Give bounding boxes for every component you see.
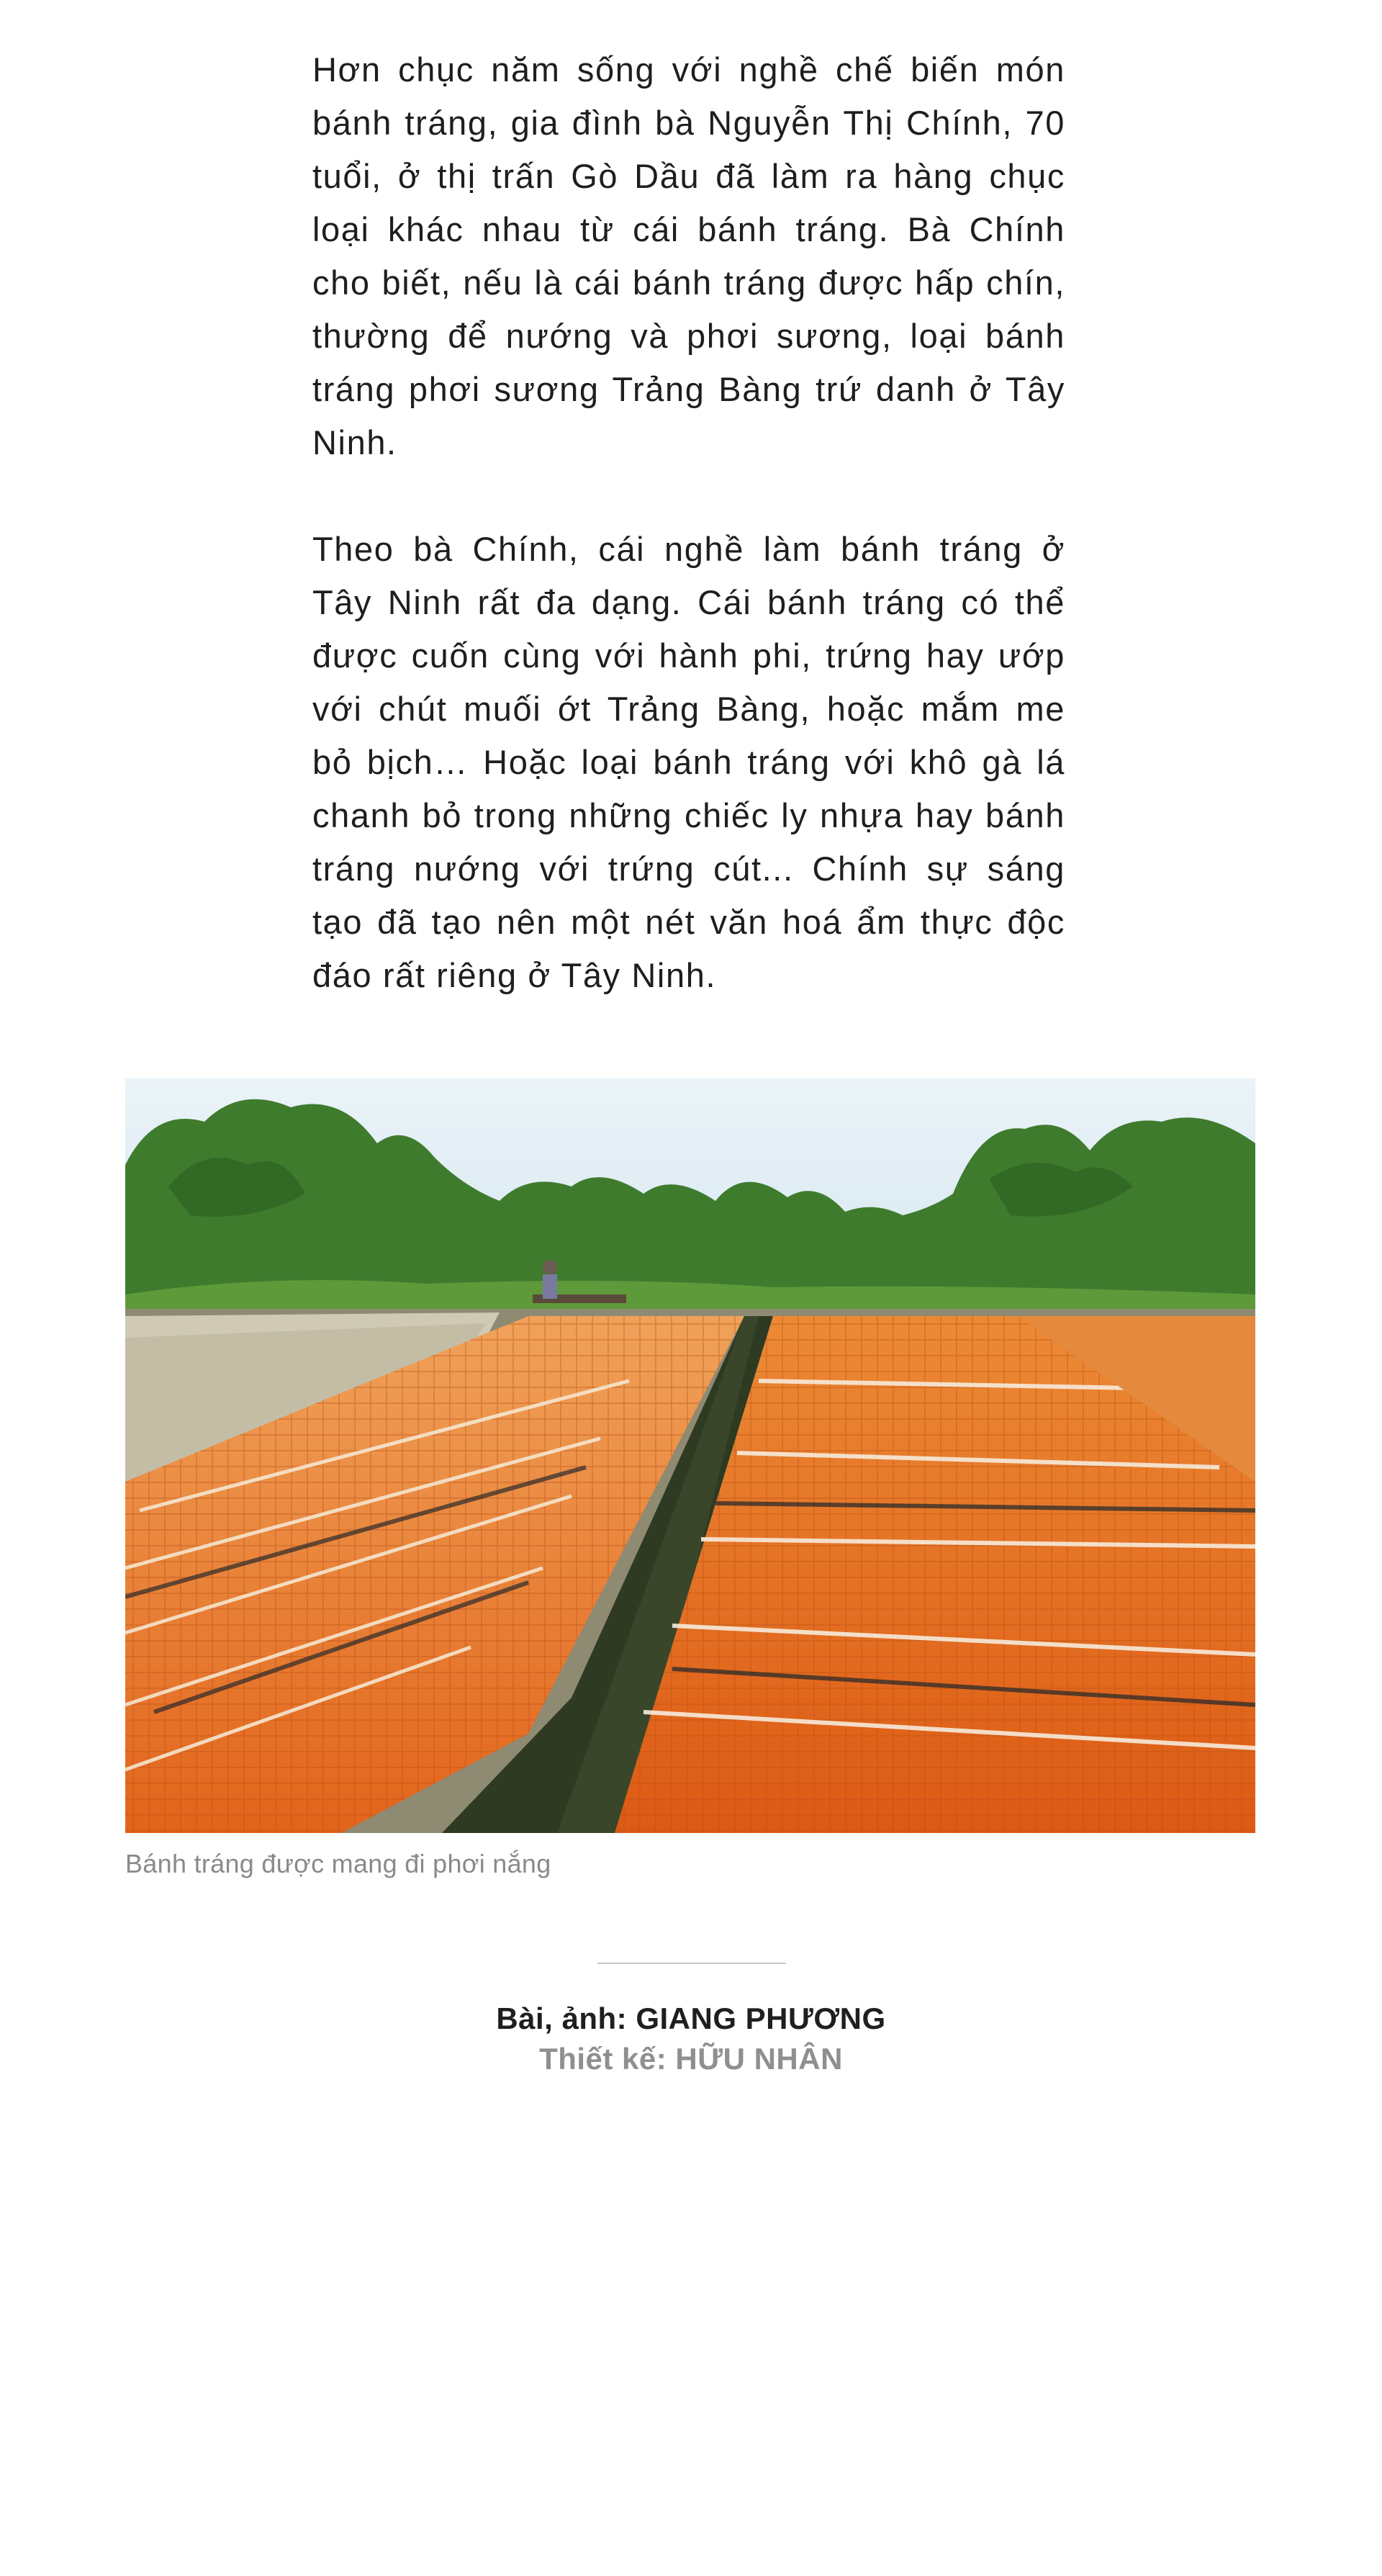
photo-caption: Bánh tráng được mang đi phơi nắng <box>125 1849 551 1878</box>
article-paragraph-1: Hơn chục năm sống với nghề chế biến món bánh tráng, gia đình bà Nguyễn Thị Chính, 70 tuổi, ở thị trấn Gò Dầu đã làm ra hàng chục loại khác nhau từ cái bánh tráng. Bà Chính cho biết, nếu là cái bánh tráng được hấp chín, thường để nướng và phơi sương, loại bánh tráng phơi sương Trảng Bàng trứ danh ở Tây Ninh. <box>312 50 1065 461</box>
divider <box>597 1963 786 1964</box>
article-paragraph-2: Theo bà Chính, cái nghề làm bánh tráng ở Tây Ninh rất đa dạng. Cái bánh tráng có thể được cuốn cùng với hành phi, trứng hay ướp với chút muối ớt Trảng Bàng, hoặc mắm me bỏ bịch… Hoặc loại bánh tráng với khô gà lá chanh bỏ trong những chiếc ly nhựa hay bánh tráng nướng với trứng cút... Chính sự sáng tạo đã tạo nên một nét văn hoá ẩm thực độc đáo rất riêng ở Tây Ninh. <box>312 530 1065 994</box>
rice-paper-drying-illustration <box>125 1078 1255 1833</box>
article-photo <box>125 1078 1255 1833</box>
credit-design: Thiết kế: HỮU NHÂN <box>539 2042 843 2076</box>
article-body <box>312 43 1065 1002</box>
credit-author: Bài, ảnh: GIANG PHƯƠNG <box>496 2001 886 2035</box>
credits <box>0 1999 1382 2079</box>
